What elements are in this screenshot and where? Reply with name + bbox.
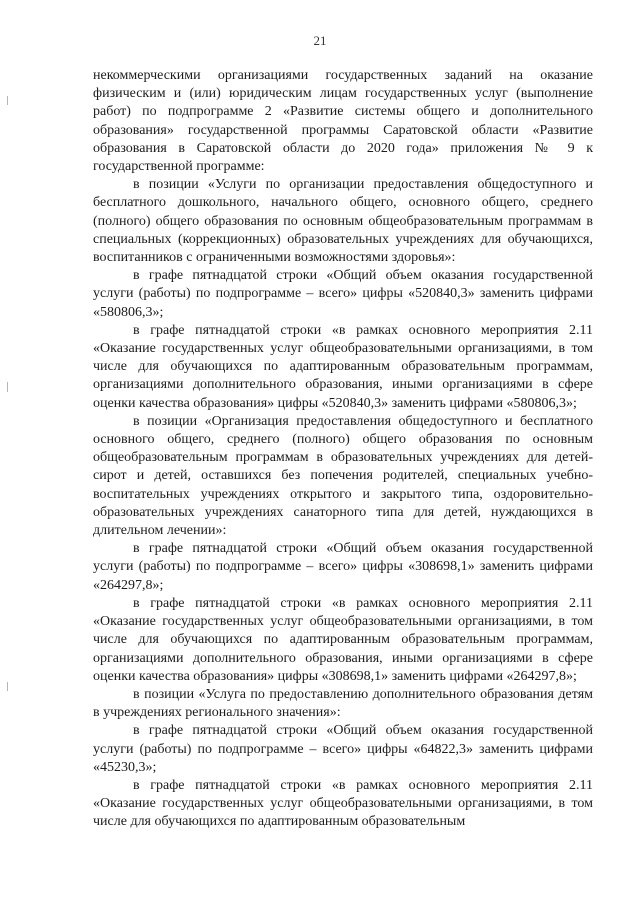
margin-scan-mark xyxy=(7,382,8,392)
page-number: 21 xyxy=(313,33,327,48)
paragraph: в позиции «Организация предоставления общедоступного и бесплатного основного общего, среднего (полного) общего образования по основным общеобразовательным программам в образовательных учреждениях для детей-сирот и детей, оставшихся без попечения родителей, специальных учебно-воспитательных учреждениях открытого и закрытого типа, оздоровительно-образовательных учреждениях санаторного типа для детей, нуждающихся в длительном лечении»: xyxy=(93,413,593,539)
margin-scan-mark xyxy=(7,96,8,105)
paragraph: в позиции «Услуги по организации предоставления общедоступного и бесплатного дошкольного, начального общего, основного общего, среднего (полного) общего образования по основным общеобразовательным программам в специальных (коррекционных) образовательных учреждениях для обучающихся, воспитанников с ограниченными возможностями здоровья»: xyxy=(93,177,593,266)
paragraph: в графе пятнадцатой строки «в рамках основного мероприятия 2.11 «Оказание государственных услуг общеобразовательными организациями, в том числе для обучающихся по адаптированным образовательным программам, организациями дополнительного образования, иными организациями в сфере оценки качества образования» цифры «308698,1» заменить цифрами «264297,8»; xyxy=(93,595,593,684)
margin-scan-mark xyxy=(7,682,8,691)
paragraph: в графе пятнадцатой строки «Общий объем оказания государственной услуги (работы) по подпрограмме – всего» цифры «520840,3» заменить цифрами «580806,3»; xyxy=(93,268,593,320)
paragraph: некоммерческими организациями государственных заданий на оказание физическим и (или) юридическим лицам государственных услуг (выполнение работ) по подпрограмме 2 «Развитие системы общего и дополнительного образования» государственной программы Саратовской области «Развитие образования в Саратовской области до 2020 года» приложения № 9 к государственной программе: xyxy=(93,68,593,175)
document-body xyxy=(93,67,593,832)
paragraph: в графе пятнадцатой строки «Общий объем оказания государственной услуги (работы) по подпрограмме – всего» цифры «64822,3» заменить цифрами «45230,3»; xyxy=(93,723,593,775)
paragraph: в графе пятнадцатой строки «Общий объем оказания государственной услуги (работы) по подпрограмме – всего» цифры «308698,1» заменить цифрами «264297,8»; xyxy=(93,541,593,593)
paragraph: в позиции «Услуга по предоставлению дополнительного образования детям в учреждениях регионального значения»: xyxy=(93,686,593,721)
paragraph: в графе пятнадцатой строки «в рамках основного мероприятия 2.11 «Оказание государственных услуг общеобразовательными организациями, в том числе для обучающихся по адаптированным образовательным xyxy=(93,777,593,830)
paragraph: в графе пятнадцатой строки «в рамках основного мероприятия 2.11 «Оказание государственных услуг общеобразовательными организациями, в том числе для обучающихся по адаптированным образовательным программам, организациями дополнительного образования, иными организациями в сфере оценки качества образования» цифры «520840,3» заменить цифрами «580806,3»; xyxy=(93,322,593,411)
